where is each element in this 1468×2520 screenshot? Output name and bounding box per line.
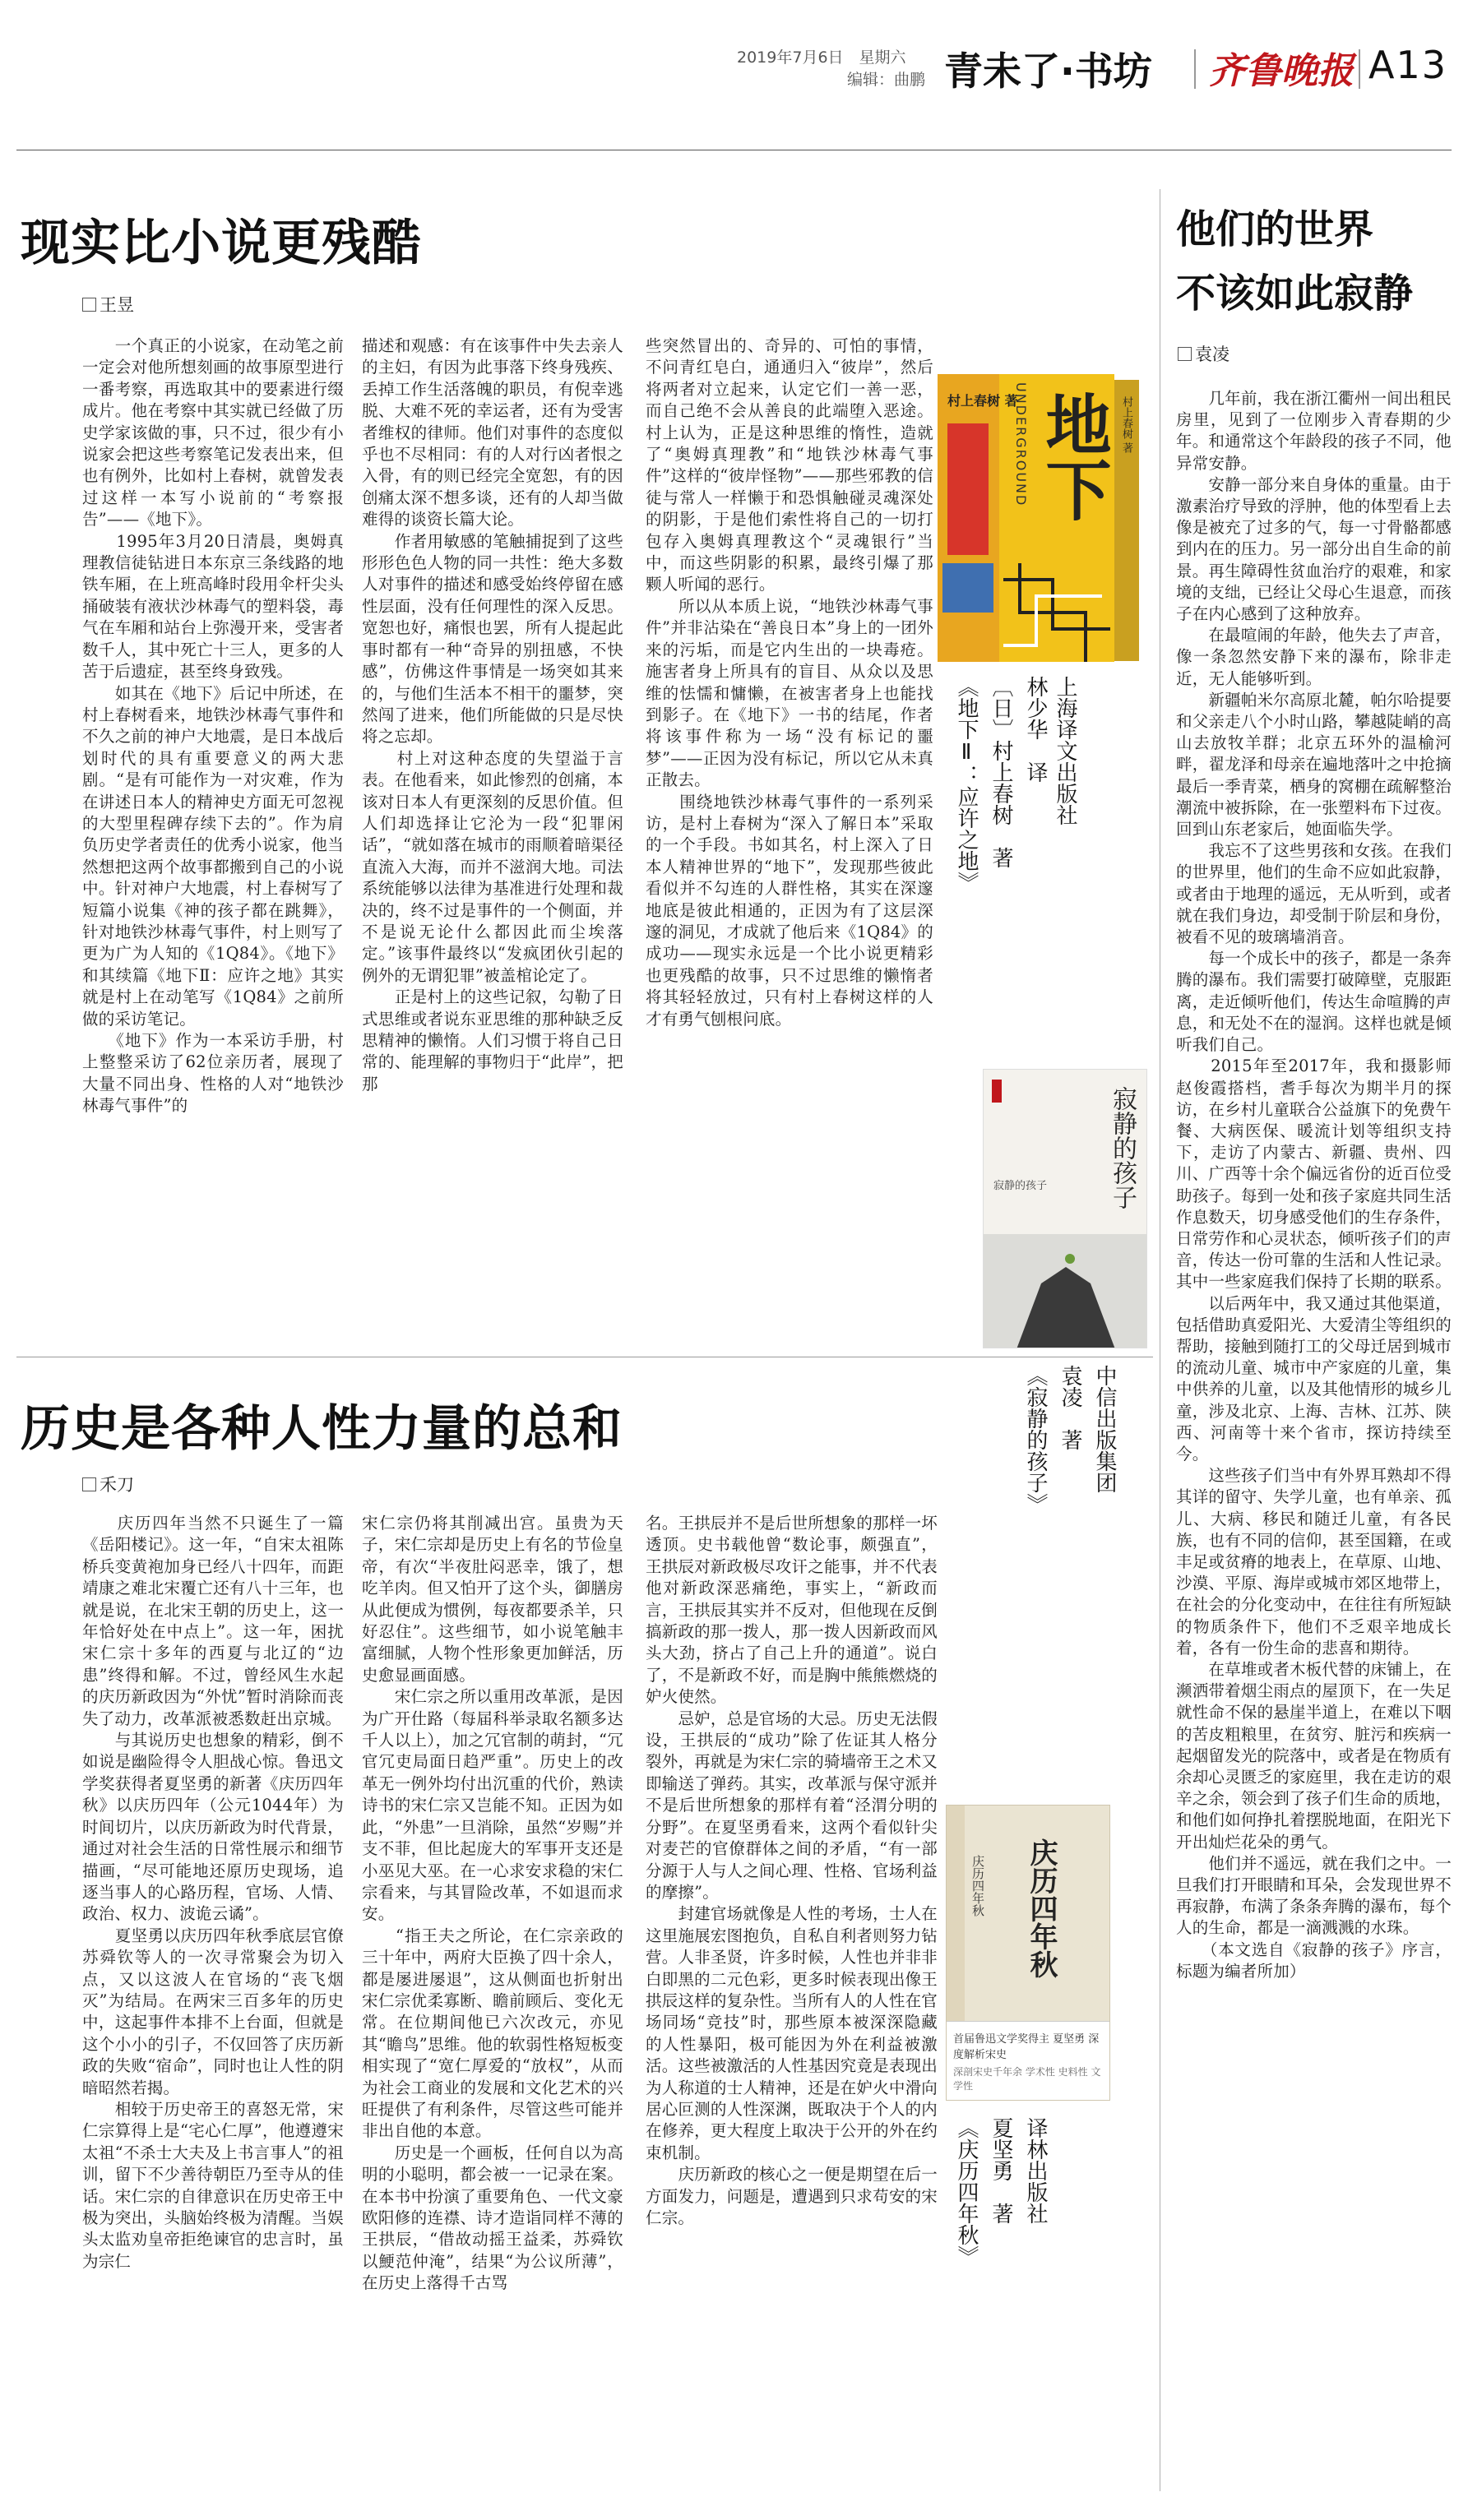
article1-byline: 王昱 <box>82 292 134 317</box>
cover-spine: 村上春树 著 <box>1114 380 1139 661</box>
book2-author: 夏坚勇 著 <box>989 2117 1013 2224</box>
book1-caption: 《地下Ⅱ：应许之地》 <box>954 676 979 893</box>
article1-title: 现实比小说更残酷 <box>21 215 422 272</box>
article1-col2: 描述和观感：有在该事件中失去亲人的主妇，有因为此事落下终身残疾、丢掉工作生活落魄的职员，有倪幸逃脱、大难不死的幸运者，还有为受害者维权的律师。他们对事件的态度似乎也不尽相同：有的人对行凶者恨之入骨，有的则已经完全宽恕，有的因创痛太深不想多谈，还有的人却当做难得的谈资长篇大论。 作者用敏感的笔触捕捉到了这些形形色色人物的同一共性：绝大多数人对事件的描述和感受始终停留在感性层面，没有任何理性的深入反思。宽恕也好，痛恨也罢，所有人提起此事时都有一种“奇异的别扭感，不快感”，仿佛这件事情是一场突如其来的，与他们生活本不相干的噩梦，突然闯了进来，他们所能做的只是尽快将之忘却。 村上对这种态度的失望溢于言表。在他看来，如此惨烈的创痛，本该对日本人有更深刻的反思价值。但人们却选择让它沦为一段“犯罪闲话”，“就如落在城市的雨顺着暗渠径直流入大海，而并不滋润大地。司法系统能够以法律为基准进行处理和裁决的，终不过是事件的一个侧面，并不是说无论什么都因此而尘埃落定。”该事件最终以“发疯团伙引起的例外的无谓犯罪”被盖棺论定了。 正是村上的这些记叙，勾勒了日式思维或者说东亚思维的那种缺乏反思精神的懒惰。人们习惯于将自己日常的、能理解的事物归于“此岸”，把那 <box>362 336 623 1094</box>
book-cover-qingli <box>946 1805 1110 2101</box>
metro-map-graphic <box>1003 563 1114 662</box>
page-number: A13 <box>1368 43 1448 87</box>
cover2-side-title: 庆历四年秋 <box>970 1855 985 1917</box>
article1-col3: 些突然冒出的、奇异的、可怕的事情，不问青红皂白，通通归入“彼岸”，然后将两者对立起来，认定它们一善一恶，而自己绝不会从善良的此端堕入恶途。村上认为，正是这种思维的惰性，造就了“奥姆真理教”和“地铁沙林毒气事件”这样的“彼岸怪物”——那些邪教的信徒与常人一样懒于和恐惧触碰灵魂深处的阴影，于是他们索性将自己的一切打包存入奥姆真理教这个“灵魂银行”当中，而这些阴影的积累，最终引爆了那颗人听闻的恶行。 所以从本质上说，“地铁沙林毒气事件”并非沾染在“善良日本”身上的一团外来的污垢，而是它内生出的一块毒疮。施害者身上所具有的盲目、从众以及思维的怯懦和慵懒，在被害者身上也能找到影子。在《地下》一书的结尾，作者将该事件称为一场“没有标记的噩梦”——正因为没有标记，所以它从未真正散去。 围绕地铁沙林毒气事件的一系列采访，是村上春树为“深入了解日本”采取的一个手段。书如其名，村上深入了日本人精神世界的“地下”，发现那些彼此看似并不勾连的人群性格，其实在深邃地底是彼此相通的，正因为有了这层深邃的洞见，才成就了他后来《1Q84》的成功——现实永远是一个比小说更精彩也更残酷的故事，只不过思维的懒惰者将其轻轻放过，只有村上春树这样的人才有勇气刨根问底。 <box>646 336 933 1029</box>
article2-col2: 宋仁宗仍将其削减出宫。虽贵为天子，宋仁宗却是历史上有名的节俭皇帝，有次“半夜肚闷恶幸，饿了，想吃羊肉。但又怕开了这个头，御膳房从此便成为惯例，每夜都要杀羊，只好忍住”。这些细节，如小说笔触丰富细腻，人物个性形象更加鲜活，历史愈显画面感。 宋仁宗之所以重用改革派，是因为广开仕路（每届科举录取名额多达千人以上），加之冗官制的萌封，“冗官冗吏局面日趋严重”。历史上的改革无一例外均付出沉重的代价，熟读诗书的宋仁宗又岂能不知。正因为如此，“外患”一旦消除，虽然“岁赐”并支不菲，但比起庞大的军事开支还是小巫见大巫。在一心求安求稳的宋仁宗看来，与其冒险改革，不如退而求安。 “指王夫之所论，在仁宗亲政的三十年中，两府大臣换了四十余人，都是屡进屡退”，这从侧面也折射出宋仁宗优柔寡断、瞻前顾后、变化无常。在位期间他已六次改元，亦见其“瞻鸟”思维。他的软弱性格短板变相实现了“宽仁厚爱的“放权”，从而为社会工商业的发展和文化艺术的兴旺提供了有利条件，尽管这些可能并非出自他的本意。 历史是一个画板，任何自以为高明的小聪明，都会被一一记录在案。在本书中扮演了重要角色、一代文豪欧阳修的连襟、诗才造诣同样不薄的王拱辰，“借故动摇王益柔，苏舜钦以鯁范仲淹”，结果“为公议所薄”，在历史上落得千古骂 <box>362 1514 623 2293</box>
article3-title-line1: 他们的世界 <box>1176 206 1374 252</box>
book2-publisher: 译林出版社 <box>1023 2117 1048 2224</box>
article3-body: 几年前，我在浙江衢州一间出租民房里，见到了一位刚步入青春期的少年。和通常这个年龄段的孩子不同，他异常安静。 安静一部分来自身体的重量。由于激素治疗导致的浮肿，他的体型看上去像是被充了过多的气，每一寸骨骼都感到内在的压力。另一部分出自生命的前景。再生障碍性贫血治疗的艰难，和家境的支绌，已经让父母心生退意，而孩子在内心感到了这种放弃。 在最喧闹的年龄，他失去了声音，像一条忽然安静下来的瀑布，除非走近，无人能够听到。 新疆帕米尔高原北麓，帕尔哈提要和父亲走八个小时山路，攀越陡峭的高山去放牧羊群；北京五环外的温榆河畔，翟龙泽和母亲在遍地落叶之中抢摘最后一季青菜，栖身的窝棚在疏解整治潮流中被拆除，在一张塑料布下过夜。回到山东老家后，她面临失学。 我忘不了这些男孩和女孩。在我们的世界里，他们的生命不应如此寂静，或者由于地理的遥远，无从听到，或者就在我们身边，却受制于阶层和身份，被看不见的玻璃墙消音。 每一个成长中的孩子，都是一条奔腾的瀑布。我们需要打破障壁，克服距离，走近倾听他们，传达生命喧腾的声息，和无处不在的湿润。这样也就是倾听我们自己。 2015年至2017年，我和摄影师赵俊霞搭档，耆手每次为期半月的探访，在乡村儿童联合公益旗下的免费午餐、大病医保、暖流计划等组织支持下，走访了内蒙古、新疆、贵州、四川、广西等十余个偏远省份的近百位受助孩子。每到一处和孩子家庭共同生活作息数天，切身感受他们的生存条件，日常劳作和心灵状态，倾听孩子们的声音，传达一份可靠的生活和人性记录。其中一些家庭我们保持了长期的联系。 以后两年中，我又通过其他渠道，包括借助真爱阳光、大爱清尘等组织的帮助，接触到随打工的父母迁居到城市的流动儿童、城市中产家庭的儿童，集中供养的儿童，以及其他情形的城乡儿童，涉及北京、上海、吉林、江苏、陕西、河南等十来个省市，探访持续至今。 这些孩子们当中有外界耳熟却不得其详的留守、失学儿童，也有单亲、孤儿、大病、移民和随迁儿童，有各民族，也有不同的信仰，甚至国籍，在或丰足或贫瘠的地表上，在草原、山地、沙漠、平原、海岸或城市郊区地带上，在社会的分化变动中，在往往有所短缺的物质条件下，他们不乏艰辛地成长着，各有一份生命的悲喜和期待。 在草堆或者木板代替的床铺上，在濒洒带着烟尘雨点的屋顶下，在一失足就性命不保的悬崖半道上，在难以下咽的苦皮粗粮里，在贫穷、脏污和疾病一起烟留发光的院落中，或者是在物质有余却心灵匮乏的家庭里，我在走访的艰辛之余，领会到了孩子们生命的质地，和他们如何挣扎着摆脱地面，在阳光下开出灿烂花朵的勇气。 他们并不遥远，就在我们之中。一旦我们打开眼睛和耳朵，会发现世界不再寂静，布满了条条奔腾的瀑布，每个人的生命，都是一滴溅溅的水珠。 （本文选自《寂静的孩子》序言，标题为编者所加） <box>1176 389 1452 1981</box>
article2-col3: 名。王拱辰并不是后世所想象的那样一坏透顶。史书载他曾“数论事，颇强直”，王拱辰对新政极尽攻讦之能事，并不代表他对新政深恶痛绝，事实上，“新政而言，王拱辰其实并不反对，但他现在反倒搞新政的那一拨人，那一拨人因新政而风头大劲，挤占了自己上升的通道”。说白了，不是新政不好，而是胸中熊熊燃烧的妒火使然。 忌妒，总是官场的大忌。历史无法假设，王拱辰的“成功”除了佐证其人格分裂外，再就是为宋仁宗的骑墙帝王之术又即输送了弹药。其实，改革派与保守派并不是后世所想象的那样有着“泾渭分明的分野”。在夏坚勇看来，这两个看似针尖对麦芒的官僚群体之间的矛盾，“有一部分源于人与人之间心理、性格、官场利益的摩擦”。 封建官场就像是人性的考场，士人在这里施展宏图抱负，自私自利者则努力钻营。人非圣贤，许多时候，人性也并非非白即黑的二元色彩，更多时候表现出像王拱辰这样的复杂性。当所有人的人性在官场同场“竞技”时，那些原本被深深隐藏的人性暴阳，极可能因为外在利益被激活。这些被激活的人性基因究竟是表现出为人称道的士人精神，还是在妒火中滑向居心叵测的人性深渊，既取决于个人的内在修养，更大程度上取决于公开的外在约束机制。 庆历新政的核心之一便是期望在后一方面发力，问题是，遭遇到只求苟安的宋仁宗。 <box>646 1514 938 2227</box>
header-editor: 编辑：曲鹏 <box>847 71 926 89</box>
article3-title-line2: 不该如此寂静 <box>1176 270 1414 317</box>
book3-publisher: 中信出版集团 <box>1092 1365 1117 1493</box>
book1-author: 〔日〕村上春树 著 <box>989 676 1013 868</box>
header-sep <box>1194 49 1196 89</box>
book1-publisher: 上海译文出版社 <box>1053 676 1077 825</box>
cover-title: 地下 <box>1035 391 1111 522</box>
book2-caption: 《庆历四年秋》 <box>954 2117 979 2267</box>
cover3-title: 寂静的孩子 <box>1108 1086 1137 1209</box>
article2-byline: 禾刀 <box>82 1472 134 1496</box>
stone-mound-photo <box>984 1234 1147 1348</box>
article2-title: 历史是各种人性力量的总和 <box>21 1400 623 1458</box>
section-title: 青未了·书坊 <box>944 49 1152 95</box>
header-sep2 <box>1359 49 1360 89</box>
book-cover-silent-children <box>983 1069 1147 1348</box>
newspaper-logo: 齐鲁晚报 <box>1209 50 1354 92</box>
cover2-band: 首届鲁迅文学奖得主 夏坚勇 深度解析宋史 深剖宋史千年余 学术性 史料性 文学性 <box>947 2021 1110 2101</box>
cover-en-title: UNDERGROUND <box>1013 382 1029 507</box>
article1-col1: 一个真正的小说家，在动笔之前一定会对他所想刻画的故事原型进行一番考察，再选取其中的要素进行缀成片。他在考察中其实就已经做了历史学家该做的事，只不过，很少有小说家会把这些考察笔记发表出来，但也有例外，比如村上春树，就曾发表过这样一本写小说前的“考察报告”——《地下》。 1995年3月20日清晨，奥姆真理教信徒钻进日本东京三条线路的地铁车厢，在上班高峰时段用伞杆尖头捅破装有液状沙林毒气的塑料袋，毒气在车厢和站台上弥漫开来，受害者数千人，其中死亡十三人，更多的人苦于后遗症，甚至终身致残。 如其在《地下》后记中所述，在村上春树看来，地铁沙林毒气事件和不久之前的神户大地震，是日本战后划时代的具有重要意义的两大悲剧。“是有可能作为一对灾难，作为在讲述日本人的精神史方面无可忽视的大型里程碑存续下去的”。作为肩负历史学者责任的优秀小说家，他当然想把这两个故事都搬到自己的小说中。针对神户大地震，村上春树写了短篇小说集《神的孩子都在跳舞》，针对地铁沙林毒气事件，村上则写了更为广为人知的《1Q84》。《地下》和其续篇《地下Ⅱ：应许之地》其实就是村上在动笔写《1Q84》之前所做的采访笔记。 《地下》作为一本采访手册，村上整整采访了62位亲历者，展现了大量不同出身、性格的人对“地铁沙林毒气事件”的 <box>82 336 344 1116</box>
header-date: 2019年7月6日 星期六 <box>737 49 906 67</box>
cover-author: 村上春树 著 <box>947 393 1018 409</box>
cover3-small-title: 寂静的孩子 <box>993 1180 1048 1192</box>
article2-col1: 庆历四年当然不只诞生了一篇《岳阳楼记》。这一年，“自宋太祖陈桥兵变黄袍加身已经八十四年，而距靖康之难北宋覆亡还有八十三年，也就是说，在北宋王朝的历史上，这一年恰好处在中点上”。这一年，困扰宋仁宗十多年的西夏与北辽的“边患”终得和解。不过，曾经风生水起的庆历新政因为“外忧”暂时消除而丧失了动力，改革派被悉数赶出京城。 与其说历史也想象的精彩，倒不如说是幽险得令人胆战心惊。鲁迅文学奖获得者夏坚勇的新著《庆历四年秋》以庆历四年（公元1044年）为时间切片，以庆历新政为时代背景，通过对社会生活的日常性展示和细节描画，“尽可能地还原历史现场，追逐当事人的心路历程，官场、人情、政治、权力、波诡云谲”。 夏坚勇以庆历四年秋季底层官僚苏舜钦等人的一次寻常聚会为切入点，又以这波人在官场的“丧飞烟灭”为结局。在两宋三百多年的历史中，这起事件本排不上台面，但就是这个小小的引子，不仅回答了庆历新政的失败“宿命”，同时也让人性的阴暗昭然若揭。 相较于历史帝王的喜怒无常，宋仁宗算得上是“宅心仁厚”，他遵遵宋太祖“不杀士大夫及上书言事人”的祖训，留下不少善待朝臣乃至寺从的佳话。宋仁宗的自律意识在历史帝王中极为突出，头脑始终极为清醒。当娱头太监劝皇帝拒绝谏官的忠言时，虽为宗仁 <box>82 1514 344 2271</box>
book3-author: 袁凌 著 <box>1058 1365 1082 1450</box>
book-cover-underground <box>938 374 1114 662</box>
book1-translator: 林少华 译 <box>1023 676 1048 783</box>
book3-caption: 《寂静的孩子》 <box>1023 1365 1048 1514</box>
article3-byline: 袁凌 <box>1178 341 1230 366</box>
cover2-title: 庆历四年秋 <box>1025 1838 1058 1978</box>
